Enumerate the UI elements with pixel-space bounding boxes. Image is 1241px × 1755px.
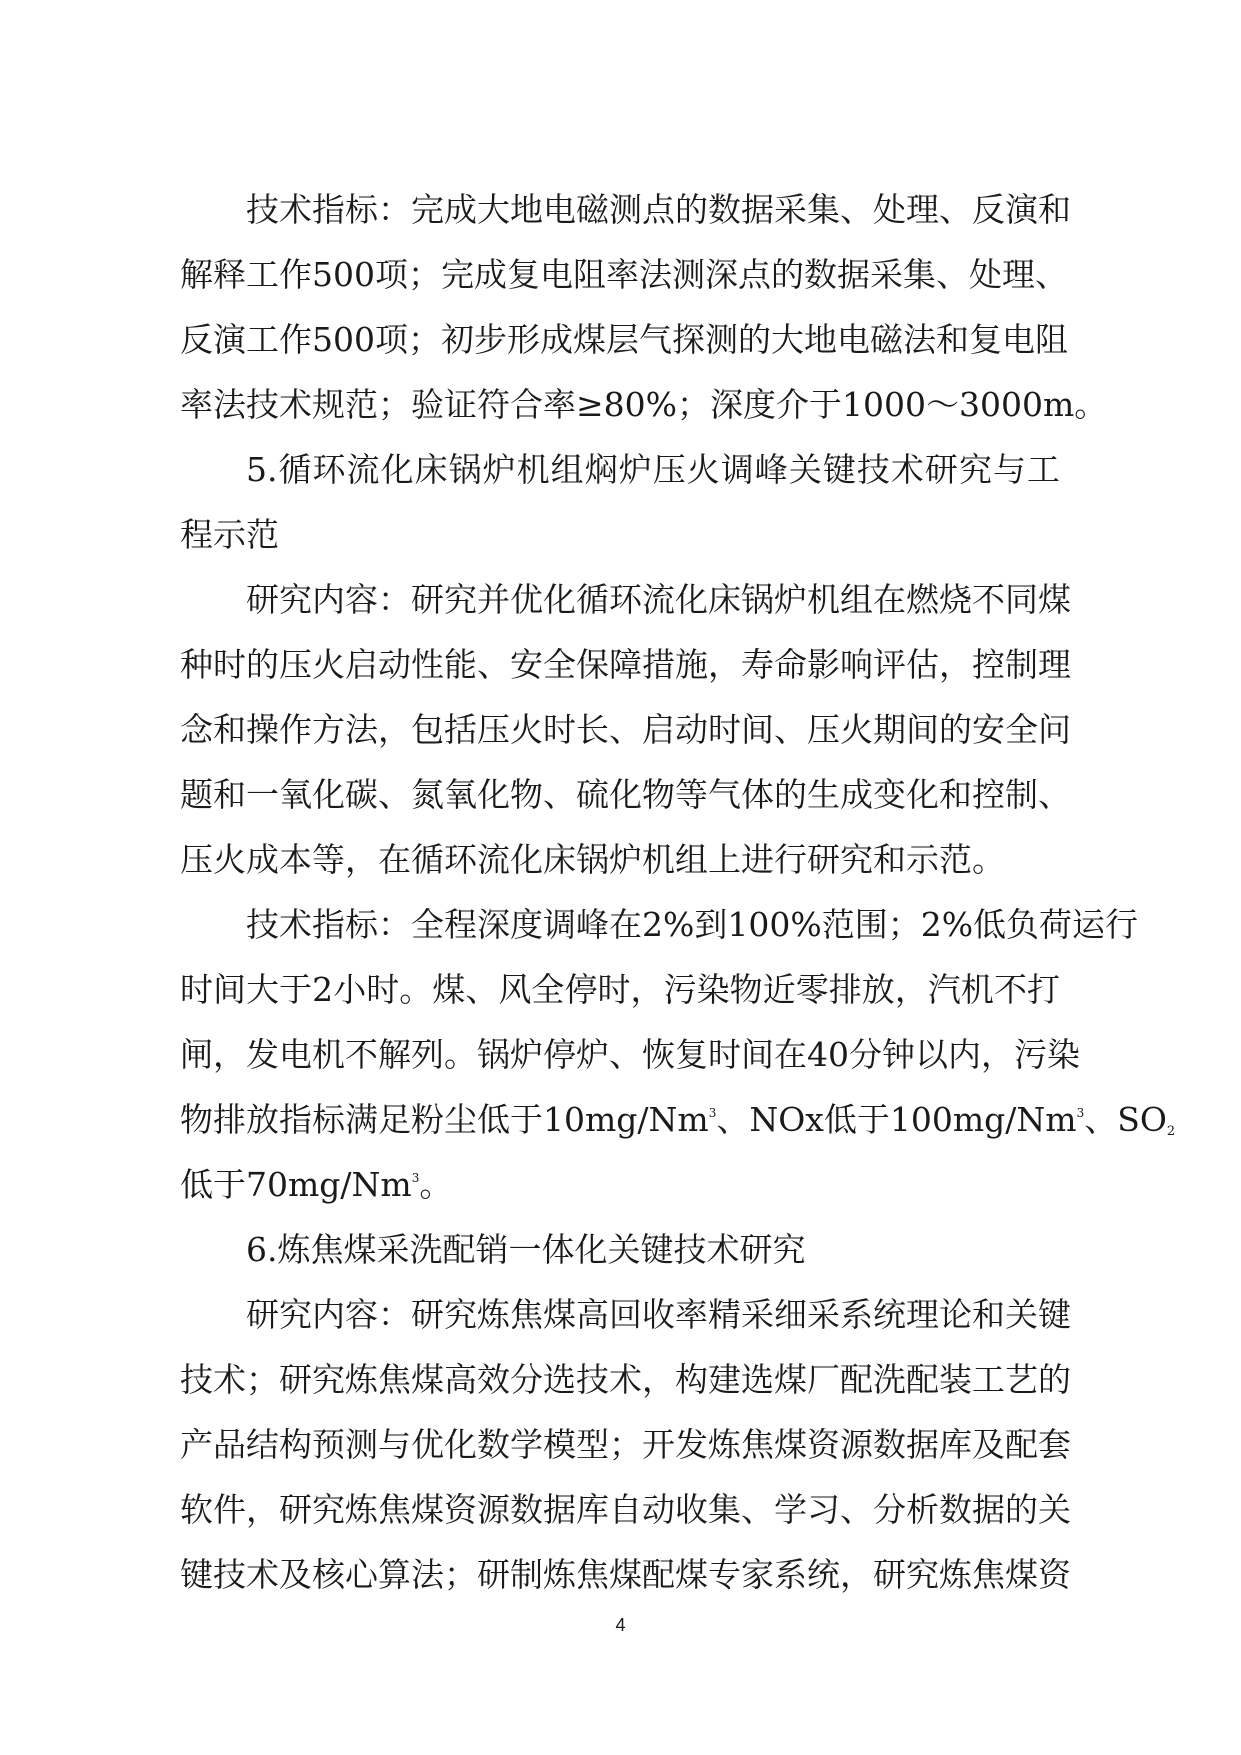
- text-line: 技术指标：完成大地电磁测点的数据采集、处理、反演和: [246, 190, 1071, 229]
- text-line: 题和一氧化碳、氮氧化物、硫化物等气体的生成变化和控制、: [180, 775, 1071, 814]
- page-number: 4: [615, 1615, 626, 1635]
- text-line: 低于70mg/Nm$^3$。: [180, 1165, 453, 1204]
- text-line: 研究内容：研究炼焦煤高回收率精采细采系统理论和关键: [246, 1295, 1071, 1334]
- section-heading-line: 5.循环流化床锅炉机组焖炉压火调峰关键技术研究与工: [246, 450, 1060, 489]
- section-heading-line: 6.炼焦煤采洗配销一体化关键技术研究: [246, 1230, 806, 1269]
- text-line: 反演工作500项；初步形成煤层气探测的大地电磁法和复电阻: [180, 320, 1068, 359]
- text-line: 技术指标：全程深度调峰在2%到100%范围；2%低负荷运行: [246, 905, 1139, 944]
- text-line: 压火成本等，在循环流化床锅炉机组上进行研究和示范。: [180, 840, 1005, 879]
- text-line: 产品结构预测与优化数学模型；开发炼焦煤资源数据库及配套: [180, 1425, 1071, 1464]
- text-line: 时间大于2小时。煤、风全停时，污染物近零排放，汽机不打: [180, 970, 1060, 1009]
- text-line: 键技术及核心算法；研制炼焦煤配煤专家系统，研究炼焦煤资: [180, 1555, 1071, 1594]
- text-line: 物排放指标满足粉尘低于10mg/Nm$^3$、NOx低于100mg/Nm$^3$、$SO_2$: [180, 1100, 1176, 1139]
- text-line: 解释工作500项；完成复电阻率法测深点的数据采集、处理、: [180, 255, 1068, 294]
- text-line: 率法技术规范；验证符合率≥80%；深度介于1000～3000m。: [180, 385, 1108, 424]
- text-line: 软件，研究炼焦煤资源数据库自动收集、学习、分析数据的关: [180, 1490, 1071, 1529]
- text-line: 念和操作方法，包括压火时长、启动时间、压火期间的安全问: [180, 710, 1071, 749]
- text-line: 种时的压火启动性能、安全保障措施，寿命影响评估，控制理: [180, 645, 1071, 684]
- text-line: 研究内容：研究并优化循环流化床锅炉机组在燃烧不同煤: [246, 580, 1071, 619]
- section-heading-line: 程示范: [180, 515, 279, 554]
- text-line: 闸，发电机不解列。锅炉停炉、恢复时间在40分钟以内，污染: [180, 1035, 1080, 1074]
- text-line: 技术；研究炼焦煤高效分选技术，构建选煤厂配洗配装工艺的: [180, 1360, 1071, 1399]
